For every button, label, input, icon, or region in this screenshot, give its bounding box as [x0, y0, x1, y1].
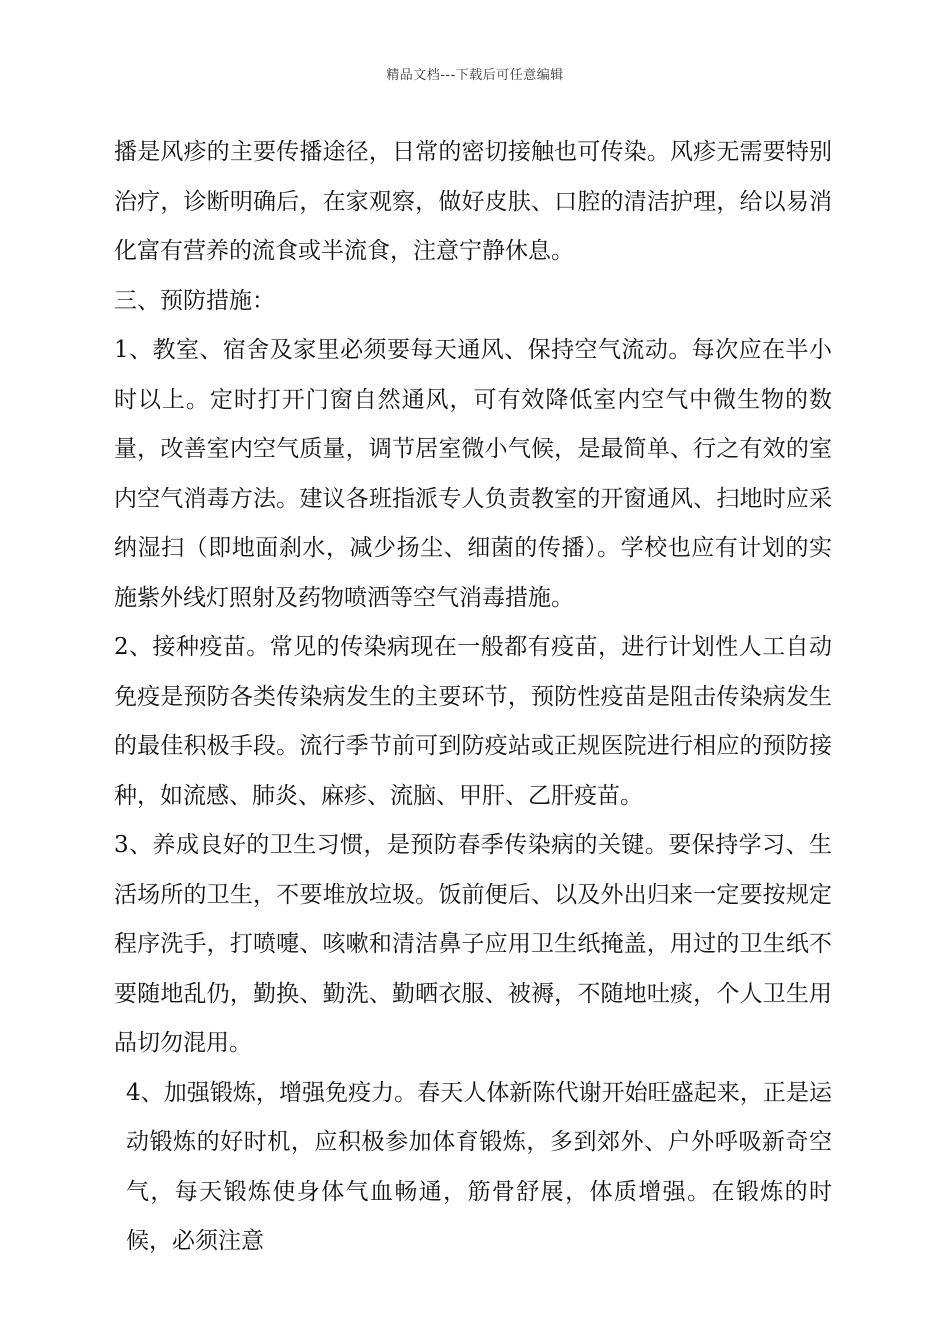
document-body	[114, 128, 832, 1267]
page-header: 精品文档---下载后可任意编辑	[386, 68, 564, 83]
paragraph-vaccination: 2、接种疫苗。常见的传染病现在一般都有疫苗，进行计划性人工自动免疫是预防各类传染病发生的主要环节，预防性疫苗是阻击传染病发生的最佳积极手段。流行季节前可到防疫站或正规医院进行相应的预防接种，如流感、肺炎、麻疹、流脑、甲肝、乙肝疫苗。	[114, 634, 832, 809]
paragraph-ventilation: 1、教室、宿舍及家里必须要每天通风、保持空气流动。每次应在半小时以上。定时打开门窗自然通风，可有效降低室内空气中微生物的数量，改善室内空气质量，调节居室微小气候，是最简单、行之有效的室内空气消毒方法。建议各班指派专人负责教室的开窗通风、扫地时应采纳湿扫（即地面刹水，减少扬尘、细菌的传播）。学校也应有计划的实施紫外线灯照射及药物喷洒等空气消毒措施。	[114, 337, 832, 611]
paragraph-hygiene: 3、养成良好的卫生习惯，是预防春季传染病的关键。要保持学习、生活场所的卫生，不要堆放垃圾。饭前便后、以及外出归来一定要按规定程序洗手，打喷嚏、咳嗽和清洁鼻子应用卫生纸掩盖，用过的卫生纸不要随地乱仍，勤换、勤洗、勤晒衣服、被褥，不随地吐痰，个人卫生用品切勿混用。	[114, 832, 832, 1056]
section-heading-prevention: 三、预防措施：	[114, 287, 275, 314]
paragraph-exercise: 4、加强锻炼，增强免疫力。春天人体新陈代谢开始旺盛起来，正是运动锻炼的好时机，应积极参加体育锻炼，多到郊外、户外呼吸新奇空气，每天锻炼使身体气血畅通，筋骨舒展，体质增强。在锻炼的时候，必须注意	[126, 1079, 832, 1254]
paragraph-rubella-transmission: 播是风疹的主要传播途径，日常的密切接触也可传染。风疹无需要特别治疗，诊断明确后，在家观察，做好皮肤、口腔的清洁护理，给以易消化富有营养的流食或半流食，注意宁静休息。	[114, 139, 832, 264]
